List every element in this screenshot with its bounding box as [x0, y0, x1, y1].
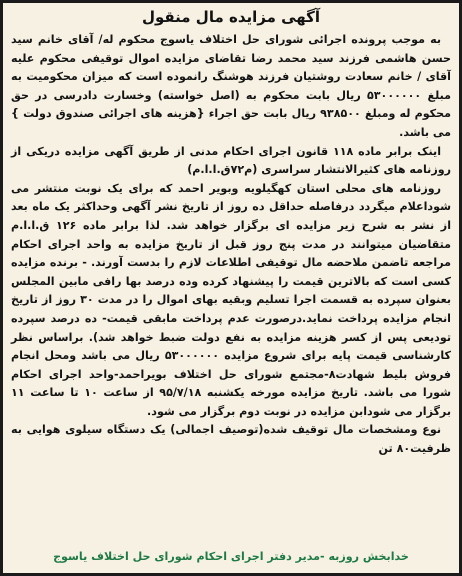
notice-body: [11, 31, 451, 459]
notice-signature: خدابخش روزبه -مدیر دفتر اجرای احکام شورای حل اختلاف یاسوج: [53, 550, 409, 563]
notice-paragraph-legal-basis: اینک برابر ماده ۱۱۸ قانون اجرای احکام مدنی از طریق آگهی مزایده دریکی از روزنامه های کثیرالانتشار سراسری (م۷۲ق.ا.ا.م): [11, 144, 451, 177]
notice-paragraph-auction-terms: روزنامه های محلی استان کهگیلویه وبویر احمد که برای یک نوبت منتشر می شوداعلام میگردد درفاصله حداقل ده روز از تاریخ نشر آگهی وحداکثر یک ماه بعد از نشر به شرح زیر مزایده ای برگزار خواهد شد. لذا برابر ماده ۱۲۶ ق.ا.ا.م متقاضیان میتوانند در مدت پنج روز قبل از تاریخ مزایده به واحد اجرای احکام مراجعه تاضمن ملاحضه مال توقیفی اطلاعات لازم را بدست آورند. - برنده مزایده کسی است که بالاترین قیمت را پیشنهاد کرده وده درصد بها رافی مابین المجلس بعنوان سپرده به قسمت اجرا تسلیم وبقیه بهای اموال را در مدت ۳۰ روز از تاریخ انجام مزایده پرداخت نماید.درصورت عدم پرداخت مابقی قیمت- ده درصد سپرده تودیعی پس از کسر هزینه مزایده به نفع دولت ضبط خواهد شد). براساس نظر کارشناسی قیمت پایه برای شروع مزایده ۵۳۰۰۰۰۰۰ ریال می باشد ومحل انجام فروش بلیط شهادت۸-مجتمع شورای حل اختلاف بویراحمد-واحد اجرای احکام شورا می باشد. تاریخ مزایده مورخه یکشنبه ۹۵/۷/۱۸ از ساعت ۱۰ تا ساعت ۱۱ برگزار می شودابن مزایده در نوبت دوم برگزار می شود.: [11, 181, 452, 418]
notice-title: آگهی مزایده مال منقول: [141, 8, 321, 26]
notice-paragraph-item-description: نوع ومشخصات مال توقیف شده(توصیف اجمالی) یک دستگاه سیلوی هوایی به ظرفیت۸۰ تن: [11, 423, 451, 456]
notice-paragraph-claim: به موجب پرونده اجرائی شورای حل اختلاف یاسوج محکوم له/ آقای خانم سید حسن هاشمی فرزند سید محمد رضا تقاضای مزایده اموال توقیفی محکوم علیه آقای / خانم سعادت روشتیان فرزند هوشنگ رانموده است که میزان محکومیت به مبلغ ۵۳۰۰۰۰۰۰ ریال بابت محکوم به (اصل خواسته) وخسارت دادرسی در حق محکوم له ومبلغ ۹۳۸۵۰۰ ریال بابت حق اجراء {هزینه های اجرائی صندوق دولت } می باشد.: [11, 33, 452, 139]
